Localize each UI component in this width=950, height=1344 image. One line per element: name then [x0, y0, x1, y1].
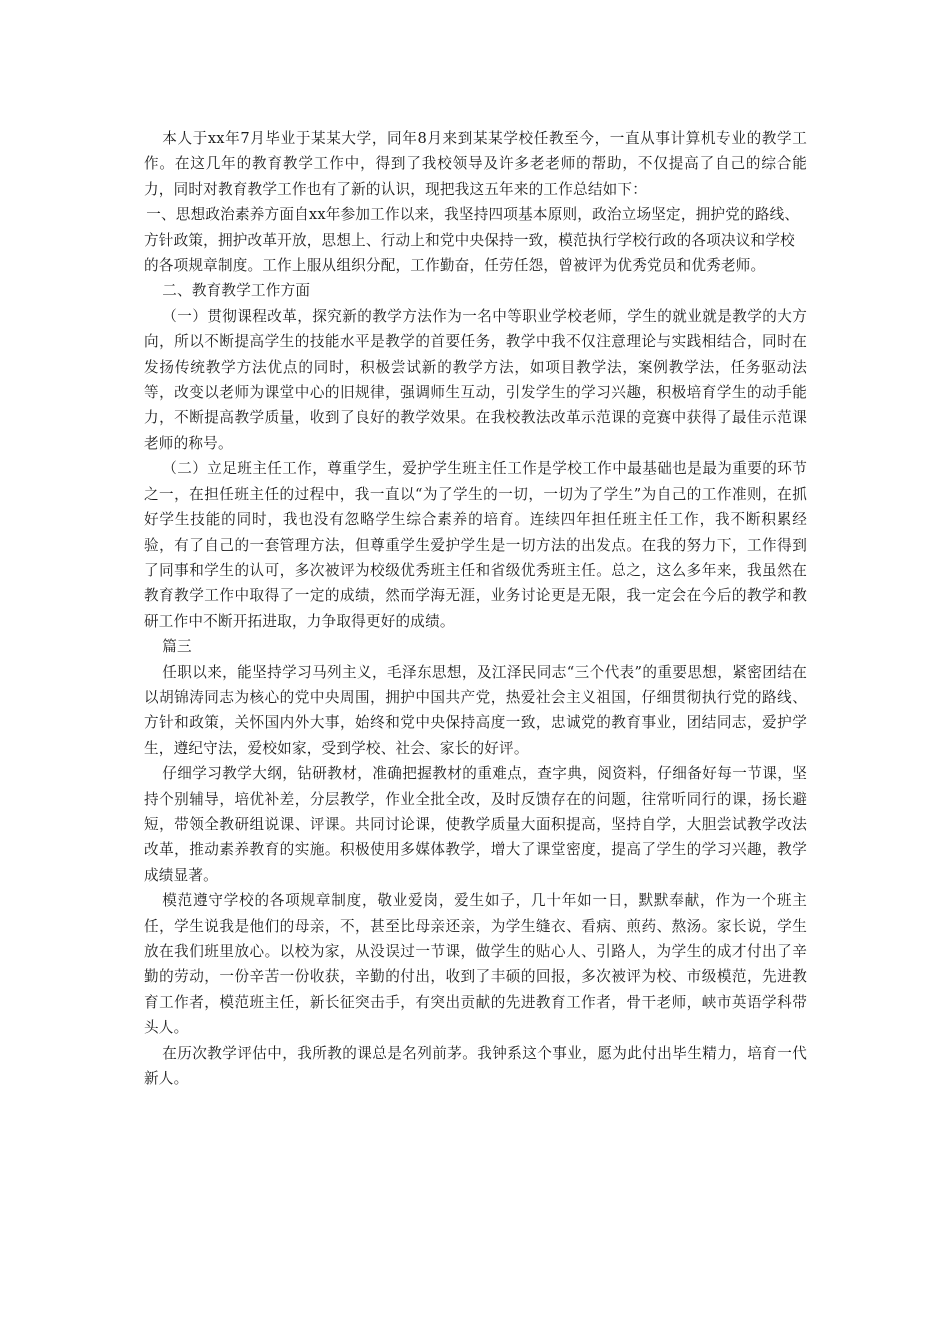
paragraph-curriculum-reform: （一）贯彻课程改革，探究新的教学方法作为一名中等职业学校老师，学生的就业就是教学的大方向，所以不断提高学生的技能水平是教学的首要任务，教学中我不仅注意理论与实践相结合，同时在发扬传统教学方法优点的同时，积极尝试新的教学方法，如项目教学法，案例教学法，任务驱动法等，改变以老师为课堂中心的旧规律，强调师生互动，引发学生的学习兴趣，积极培育学生的动手能力，不断提高教学质量，收到了良好的教学效果。在我校教法改革示范课的竞赛中获得了最佳示范课老师的称号。 — [144, 307, 807, 452]
paragraph-head-teacher: （二）立足班主任工作，尊重学生，爱护学生班主任工作是学校工作中最基础也是最为重要的环节之一，在担任班主任的过程中，我一直以“为了学生的一切，一切为了学生”为自己的工作准则，在抓好学生技能的同时，我也没有忽略学生综合素养的培育。连续四年担任班主任工作，我不断积累经验，有了自己的一套管理方法，但尊重学生爱护学生是一切方法的出发点。在我的努力下，工作得到了同事和学生的认可，多次被评为校级优秀班主任和省级优秀班主任。总之，这么多年来，我虽然在教育教学工作中取得了一定的成绩，然而学海无涯，业务讨论更是无限，我一定会在今后的教学和教研工作中不断开拓进取，力争取得更好的成绩。 — [144, 460, 807, 630]
paragraph-evaluation: 在历次教学评估中，我所教的课总是名列前茅。我钟系这个事业，愿为此付出毕生精力，培育一代新人。 — [144, 1044, 807, 1088]
section-title-teaching: 二、教育教学工作方面 — [162, 282, 311, 300]
paragraph-since-appointment: 任职以来，能坚持学习马列主义，毛泽东思想，及江泽民同志“三个代表”的重要思想，紧密团结在以胡锦涛同志为核心的党中央周围，拥护中国共产党，热爱社会主义祖国，仔细贯彻执行党的路线、方针和政策，关怀国内外大事，始终和党中央保持高度一致，忠诚党的教育事业，团结同志，爱护学生，遵纪守法，爱校如家，受到学校、社会、家长的好评。 — [144, 663, 807, 757]
document-body — [144, 126, 807, 1091]
paragraph-political-quality: 一、思想政治素养方面自xx年参加工作以来，我坚持四项基本原则，政治立场坚定，拥护党的路线、方针政策，拥护改革开放，思想上、行动上和党中央保持一致，模范执行学校行政的各项决议和学校的各项规章制度。工作上服从组织分配，工作勤奋，任劳任怨，曾被评为优秀党员和优秀老师。 — [144, 206, 800, 275]
paragraph-intro: 本人于xx年7月毕业于某某大学，同年8月来到某某学校任教至今，一直从事计算机专业的教学工作。在这几年的教育教学工作中，得到了我校领导及许多老老师的帮助，不仅提高了自己的综合能力，同时对教育教学工作也有了新的认识，现把我这五年来的工作总结如下： — [144, 130, 807, 198]
paragraph-study-syllabus: 仔细学习教学大纲，钻研教材，准确把握教材的重难点，查字典，阅资料，仔细备好每一节课，坚持个别辅导，培优补差，分层教学，作业全批全改，及时反馈存在的问题，往常听同行的课，扬长避短，带领全教研组说课、评课。共同讨论课，使教学质量大面积提高，坚持自学，大胆尝试教学改法改革，推动素养教育的实施。积极使用多媒体教学，增大了课堂密度，提高了学生的学习兴趣，教学成绩显著。 — [144, 765, 807, 884]
section-title-part-three: 篇三 — [162, 638, 192, 656]
paragraph-model-rules: 模范遵守学校的各项规章制度，敬业爱岗，爱生如子，几十年如一日，默默奉献，作为一个班主任，学生说我是他们的母亲，不，甚至比母亲还亲，为学生缝衣、看病、煎药、熬汤。家长说，学生放在我们班里放心。以校为家，从没误过一节课，做学生的贴心人、引路人，为学生的成才付出了辛勤的劳动，一份辛苦一份收获，辛勤的付出，收到了丰硕的回报，多次被评为校、市级模范，先进教育工作者，模范班主任，新长征突击手，有突出贡献的先进教育工作者，骨干老师，峡市英语学科带头人。 — [144, 892, 807, 1037]
